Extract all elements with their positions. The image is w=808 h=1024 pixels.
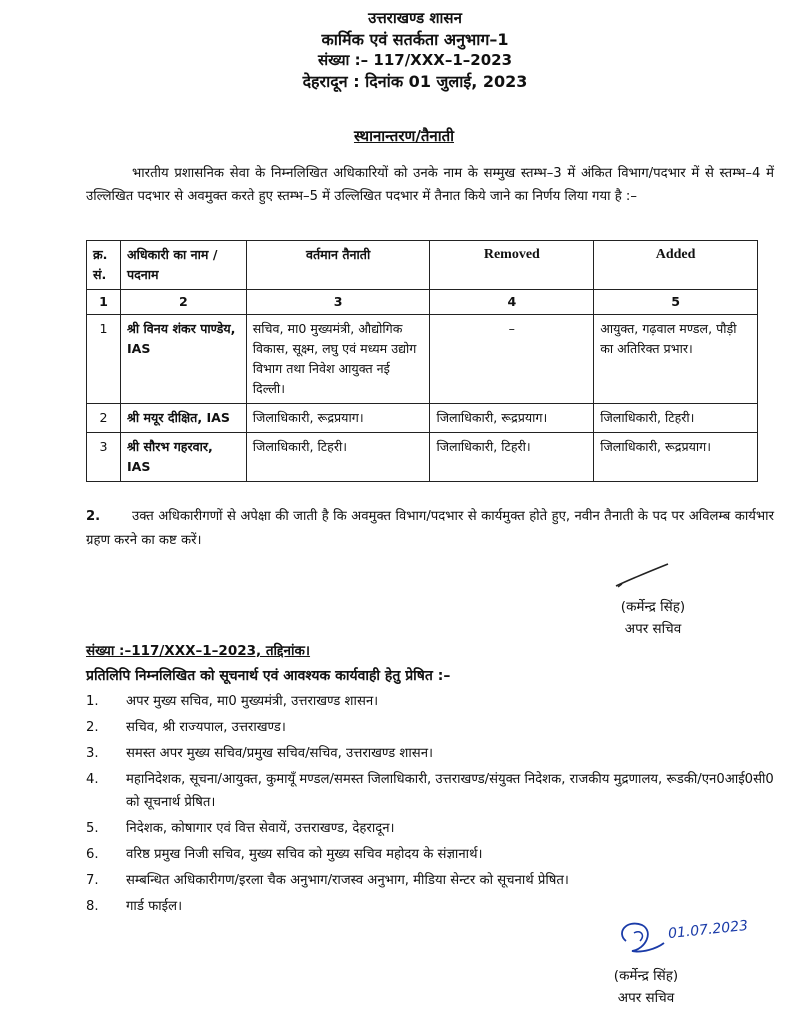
subject-text: स्थानान्तरण/तैनाती [353,127,455,145]
list-item [86,742,776,765]
list-item-number: 1. [86,694,99,709]
transfer-table [86,240,758,482]
row-current-posting: जिलाधिकारी, रूद्रप्रयाग। [246,404,430,433]
signature-date: 01.07.2023 [667,917,749,943]
order-place-date: देहरादून : दिनांक 01 जुलाई, 2023 [302,72,528,91]
header-current-posting: वर्तमान तैनाती [246,241,430,290]
list-item-text: समस्त अपर मुख्य सचिव/प्रमुख सचिव/सचिव, उत्तराखण्ड शासन। [126,746,434,761]
header-officer-name: अधिकारी का नाम /पदनाम [120,241,246,290]
signatory-name: (कर्मेन्द्र सिंह) [613,968,679,984]
row-officer-name: श्री मयूर दीक्षित, IAS [120,404,246,433]
list-item [86,690,776,713]
list-item [86,768,776,814]
row-removed: – [430,315,594,404]
list-item-text: निदेशक, कोषागार एवं वित्त सेवायें, उत्तराखण्ड, देहरादून। [126,821,395,836]
paragraph-2-text: उक्त अधिकारीगणों से अपेक्षा की जाती है कि अवमुक्त विभाग/पदभार से कार्यमुक्त होते हुए, नवीन तैनाती के पद पर अविलम्ब कार्यभार ग्रहण करने का कष्ट करें। [86,509,774,548]
copy-recipient-list [86,690,776,921]
header-removed: Removed [430,241,594,290]
row-added: आयुक्त, गढ़वाल मण्डल, पौड़ी का अतिरिक्त प्रभार। [594,315,758,404]
table-column-numbers-row [87,290,758,315]
list-item-text: महानिदेशक, सूचना/आयुक्त, कुमायूँ मण्डल/समस्त जिलाधिकारी, उत्तराखण्ड/संयुक्त निदेशक, राजकीय मुद्रणालय, रूडकी/एन0आई0सी0 को सूचनार्थ प्रेषित। [126,772,774,810]
table-row [87,433,758,482]
paragraph-2-number: 2. [86,509,101,524]
letterhead [250,8,580,92]
list-item-number: 3. [86,746,99,761]
list-item-text: अपर मुख्य सचिव, मा0 मुख्यमंत्री, उत्तराखण्ड शासन। [126,694,379,709]
order-number: संख्या :– 117/XXX–1–2023 [317,51,513,69]
list-item [86,843,776,866]
row-current-posting: जिलाधिकारी, टिहरी। [246,433,430,482]
column-number: 1 [87,290,121,315]
column-number: 3 [246,290,430,315]
row-current-posting: सचिव, मा0 मुख्यमंत्री, औद्योगिक विकास, सूक्ष्म, लघु एवं मध्यम उद्योग विभाग तथा निवेश आयुक्त नई दिल्ली। [246,315,430,404]
column-number: 2 [120,290,246,315]
signatory-block-2 [586,965,706,1009]
subject-heading [0,126,808,146]
row-removed: जिलाधिकारी, रूद्रप्रयाग। [430,404,594,433]
signatory-block-1 [598,596,708,640]
header-serial: क्र. सं. [87,241,121,290]
row-added: जिलाधिकारी, टिहरी। [594,404,758,433]
table-row [87,315,758,404]
row-added: जिलाधिकारी, रूद्रप्रयाग। [594,433,758,482]
list-item [86,716,776,739]
copy-reference-number: संख्या :–117/XXX–1–2023, तद्दिनांक। [86,643,311,659]
list-item [86,869,776,892]
signatory-name: (कर्मेन्द्र सिंह) [620,599,686,615]
government-name: उत्तराखण्ड शासन [368,9,462,27]
list-item [86,817,776,840]
list-item-number: 5. [86,821,99,836]
list-item-text: सम्बन्धित अधिकारीगण/इरला चैक अनुभाग/राजस्व अनुभाग, मीडिया सेन्टर को सूचनार्थ प्रेषित। [126,873,569,888]
column-number: 5 [594,290,758,315]
list-item-number: 8. [86,899,99,914]
list-item-number: 4. [86,772,99,787]
list-item-number: 7. [86,873,99,888]
paragraph-1-text: भारतीय प्रशासनिक सेवा के निम्नलिखित अधिकारियों को उनके नाम के सम्मुख स्तम्भ–3 में अंकित विभाग/पदभार में से स्तम्भ–4 में उल्लिखित पदभार से अवमुक्त करते हुए स्तम्भ–5 में उल्लिखित पदभार में तैनात किये जाने का निर्णय लिया गया है :– [86,166,774,204]
header-added: Added [594,241,758,290]
signatory-designation: अपर सचिव [617,990,675,1006]
list-item-text: गार्ड फाईल। [126,899,183,914]
copy-heading: प्रतिलिपि निम्नलिखित को सूचनार्थ एवं आवश्यक कार्यवाही हेतु प्रेषित :– [86,668,451,684]
paragraph-1 [86,162,774,208]
row-officer-name: श्री सौरभ गहरवार, IAS [120,433,246,482]
list-item-text: वरिष्ठ प्रमुख निजी सचिव, मुख्य सचिव को मुख्य सचिव महोदय के संज्ञानार्थ। [126,847,483,862]
row-serial: 1 [87,315,121,404]
list-item-text: सचिव, श्री राज्यपाल, उत्तराखण्ड। [126,720,286,735]
paragraph-2 [86,505,774,553]
table-header-row [87,241,758,290]
list-item-number: 2. [86,720,99,735]
row-removed: जिलाधिकारी, टिहरी। [430,433,594,482]
list-item-number: 6. [86,847,99,862]
table-row [87,404,758,433]
signature-mark-1 [588,560,708,600]
row-serial: 2 [87,404,121,433]
column-number: 4 [430,290,594,315]
department-name: कार्मिक एवं सतर्कता अनुभाग–1 [321,30,509,49]
row-serial: 3 [87,433,121,482]
row-officer-name: श्री विनय शंकर पाण्डेय, IAS [120,315,246,404]
signatory-designation: अपर सचिव [624,621,682,637]
